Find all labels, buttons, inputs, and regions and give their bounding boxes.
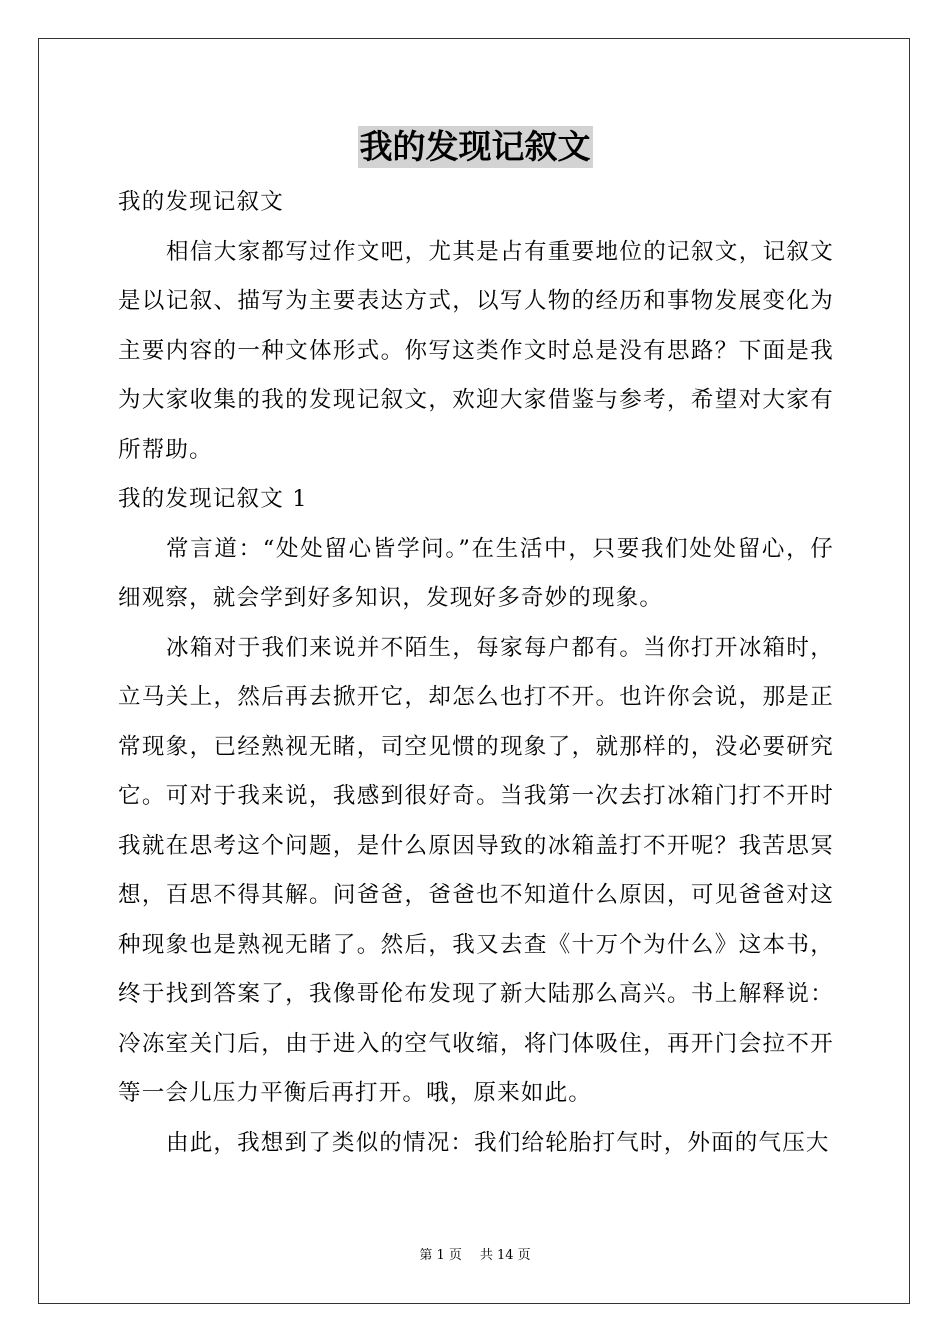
body-paragraph-2: 冰箱对于我们来说并不陌生，每家每户都有。当你打开冰箱时，立马关上，然后再去掀开它，却怎么也打不开。也许你会说，那是正常现象，已经熟视无睹，司空见惯的现象了，就那样的，没必要研究它。可对于我来说，我感到很好奇。当我第一次去打冰箱门打不开时我就在思考这个问题，是什么原因导致的冰箱盖打不开呢？我苦思冥想，百思不得其解。问爸爸，爸爸也不知道什么原因，可见爸爸对这种现象也是熟视无睹了。然后，我又去查《十万个为什么》这本书，终于找到答案了，我像哥伦布发现了新大陆那么高兴。书上解释说：冷冻室关门后，由于进入的空气收缩，将门体吸住，再开门会拉不开等一会儿压力平衡后再打开。哦，原来如此。	[118, 634, 834, 1106]
page-footer	[0, 1247, 950, 1265]
section-heading: 我的发现记叙文 1	[118, 486, 308, 512]
intro-paragraph: 相信大家都写过作文吧，尤其是占有重要地位的记叙文，记叙文是以记叙、描写为主要表达方式，以写人物的经历和事物发展变化为主要内容的一种文体形式。你写这类作文时总是没有思路？下面是我为大家收集的我的发现记叙文，欢迎大家借鉴与参考，希望对大家有所帮助。	[118, 238, 834, 463]
title-container	[0, 126, 950, 168]
page-number: 第 1 页	[419, 1248, 462, 1263]
document-subtitle: 我的发现记叙文	[118, 189, 284, 215]
document-title: 我的发现记叙文	[359, 127, 591, 166]
body-paragraph-1: 常言道：“处处留心皆学问。”在生活中，只要我们处处留心，仔细观察，就会学到好多知识，发现好多奇妙的现象。	[118, 535, 834, 611]
document-body	[118, 178, 834, 1168]
body-paragraph-3: 由此，我想到了类似的情况：我们给轮胎打气时，外面的气压大	[166, 1129, 830, 1156]
page-total: 共 14 页	[479, 1248, 531, 1263]
